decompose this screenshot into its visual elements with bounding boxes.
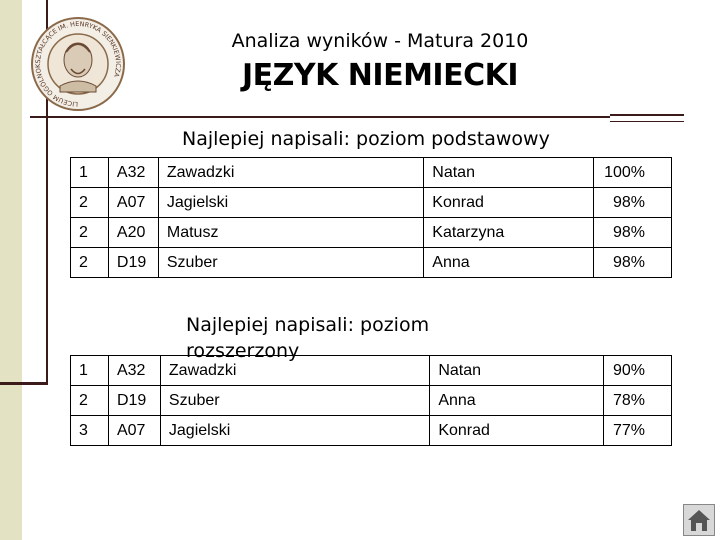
code-cell: A32 bbox=[108, 356, 160, 386]
score-cell: 90% bbox=[603, 356, 671, 386]
score-cell: 98% bbox=[593, 248, 671, 278]
page-title: JĘZYK NIEMIECKI bbox=[241, 58, 519, 93]
surname-cell: Szuber bbox=[160, 386, 429, 416]
first-name-cell: Konrad bbox=[430, 416, 604, 446]
rank-cell: 2 bbox=[71, 218, 109, 248]
surname-cell: Szuber bbox=[158, 248, 423, 278]
score-cell: 98% bbox=[593, 188, 671, 218]
first-name-cell: Katarzyna bbox=[424, 218, 594, 248]
first-name-cell: Anna bbox=[430, 386, 604, 416]
rank-cell: 3 bbox=[71, 416, 109, 446]
page-subtitle: Analiza wyników - Matura 2010 bbox=[231, 30, 529, 52]
title-rule bbox=[30, 116, 610, 118]
code-cell: A07 bbox=[108, 416, 160, 446]
surname-cell: Zawadzki bbox=[158, 158, 423, 188]
rank-cell: 1 bbox=[71, 356, 109, 386]
first-name-cell: Natan bbox=[430, 356, 604, 386]
section-heading-extended: Najlepiej napisali: poziom rozszerzony bbox=[186, 314, 430, 362]
first-name-cell: Anna bbox=[424, 248, 594, 278]
table-row bbox=[71, 416, 672, 446]
code-cell: A32 bbox=[108, 158, 158, 188]
first-name-cell: Natan bbox=[424, 158, 594, 188]
score-cell: 78% bbox=[603, 386, 671, 416]
table-row bbox=[71, 248, 672, 278]
rank-cell: 2 bbox=[71, 248, 109, 278]
rank-cell: 1 bbox=[71, 158, 109, 188]
left-accent-band bbox=[0, 382, 48, 385]
score-cell: 98% bbox=[593, 218, 671, 248]
section-heading-basic: Najlepiej napisali: poziom podstawowy bbox=[182, 128, 550, 150]
table-row bbox=[71, 218, 672, 248]
score-cell: 77% bbox=[603, 416, 671, 446]
side-bar bbox=[0, 0, 22, 540]
title-rule-extension bbox=[610, 114, 684, 116]
emblem-ring-text: LICEUM OGÓLNOKSZTAŁCĄCE IM. HENRYKA SIENKIEWICZA bbox=[33, 19, 123, 109]
surname-cell: Jagielski bbox=[158, 188, 423, 218]
table-row bbox=[71, 158, 672, 188]
first-name-cell: Konrad bbox=[424, 188, 594, 218]
code-cell: A07 bbox=[108, 188, 158, 218]
rank-cell: 2 bbox=[71, 188, 109, 218]
table-row bbox=[71, 188, 672, 218]
rank-cell: 2 bbox=[71, 386, 109, 416]
results-table-basic bbox=[70, 157, 672, 278]
surname-cell: Jagielski bbox=[160, 416, 429, 446]
surname-cell: Zawadzki bbox=[160, 356, 429, 386]
code-cell: D19 bbox=[108, 386, 160, 416]
table-row bbox=[71, 386, 672, 416]
code-cell: D19 bbox=[108, 248, 158, 278]
results-table-extended bbox=[70, 355, 672, 446]
code-cell: A20 bbox=[108, 218, 158, 248]
score-cell: 100% bbox=[593, 158, 671, 188]
title-rule-extension bbox=[610, 121, 684, 122]
surname-cell: Matusz bbox=[158, 218, 423, 248]
home-icon[interactable] bbox=[683, 504, 715, 536]
school-emblem-icon bbox=[26, 14, 130, 114]
